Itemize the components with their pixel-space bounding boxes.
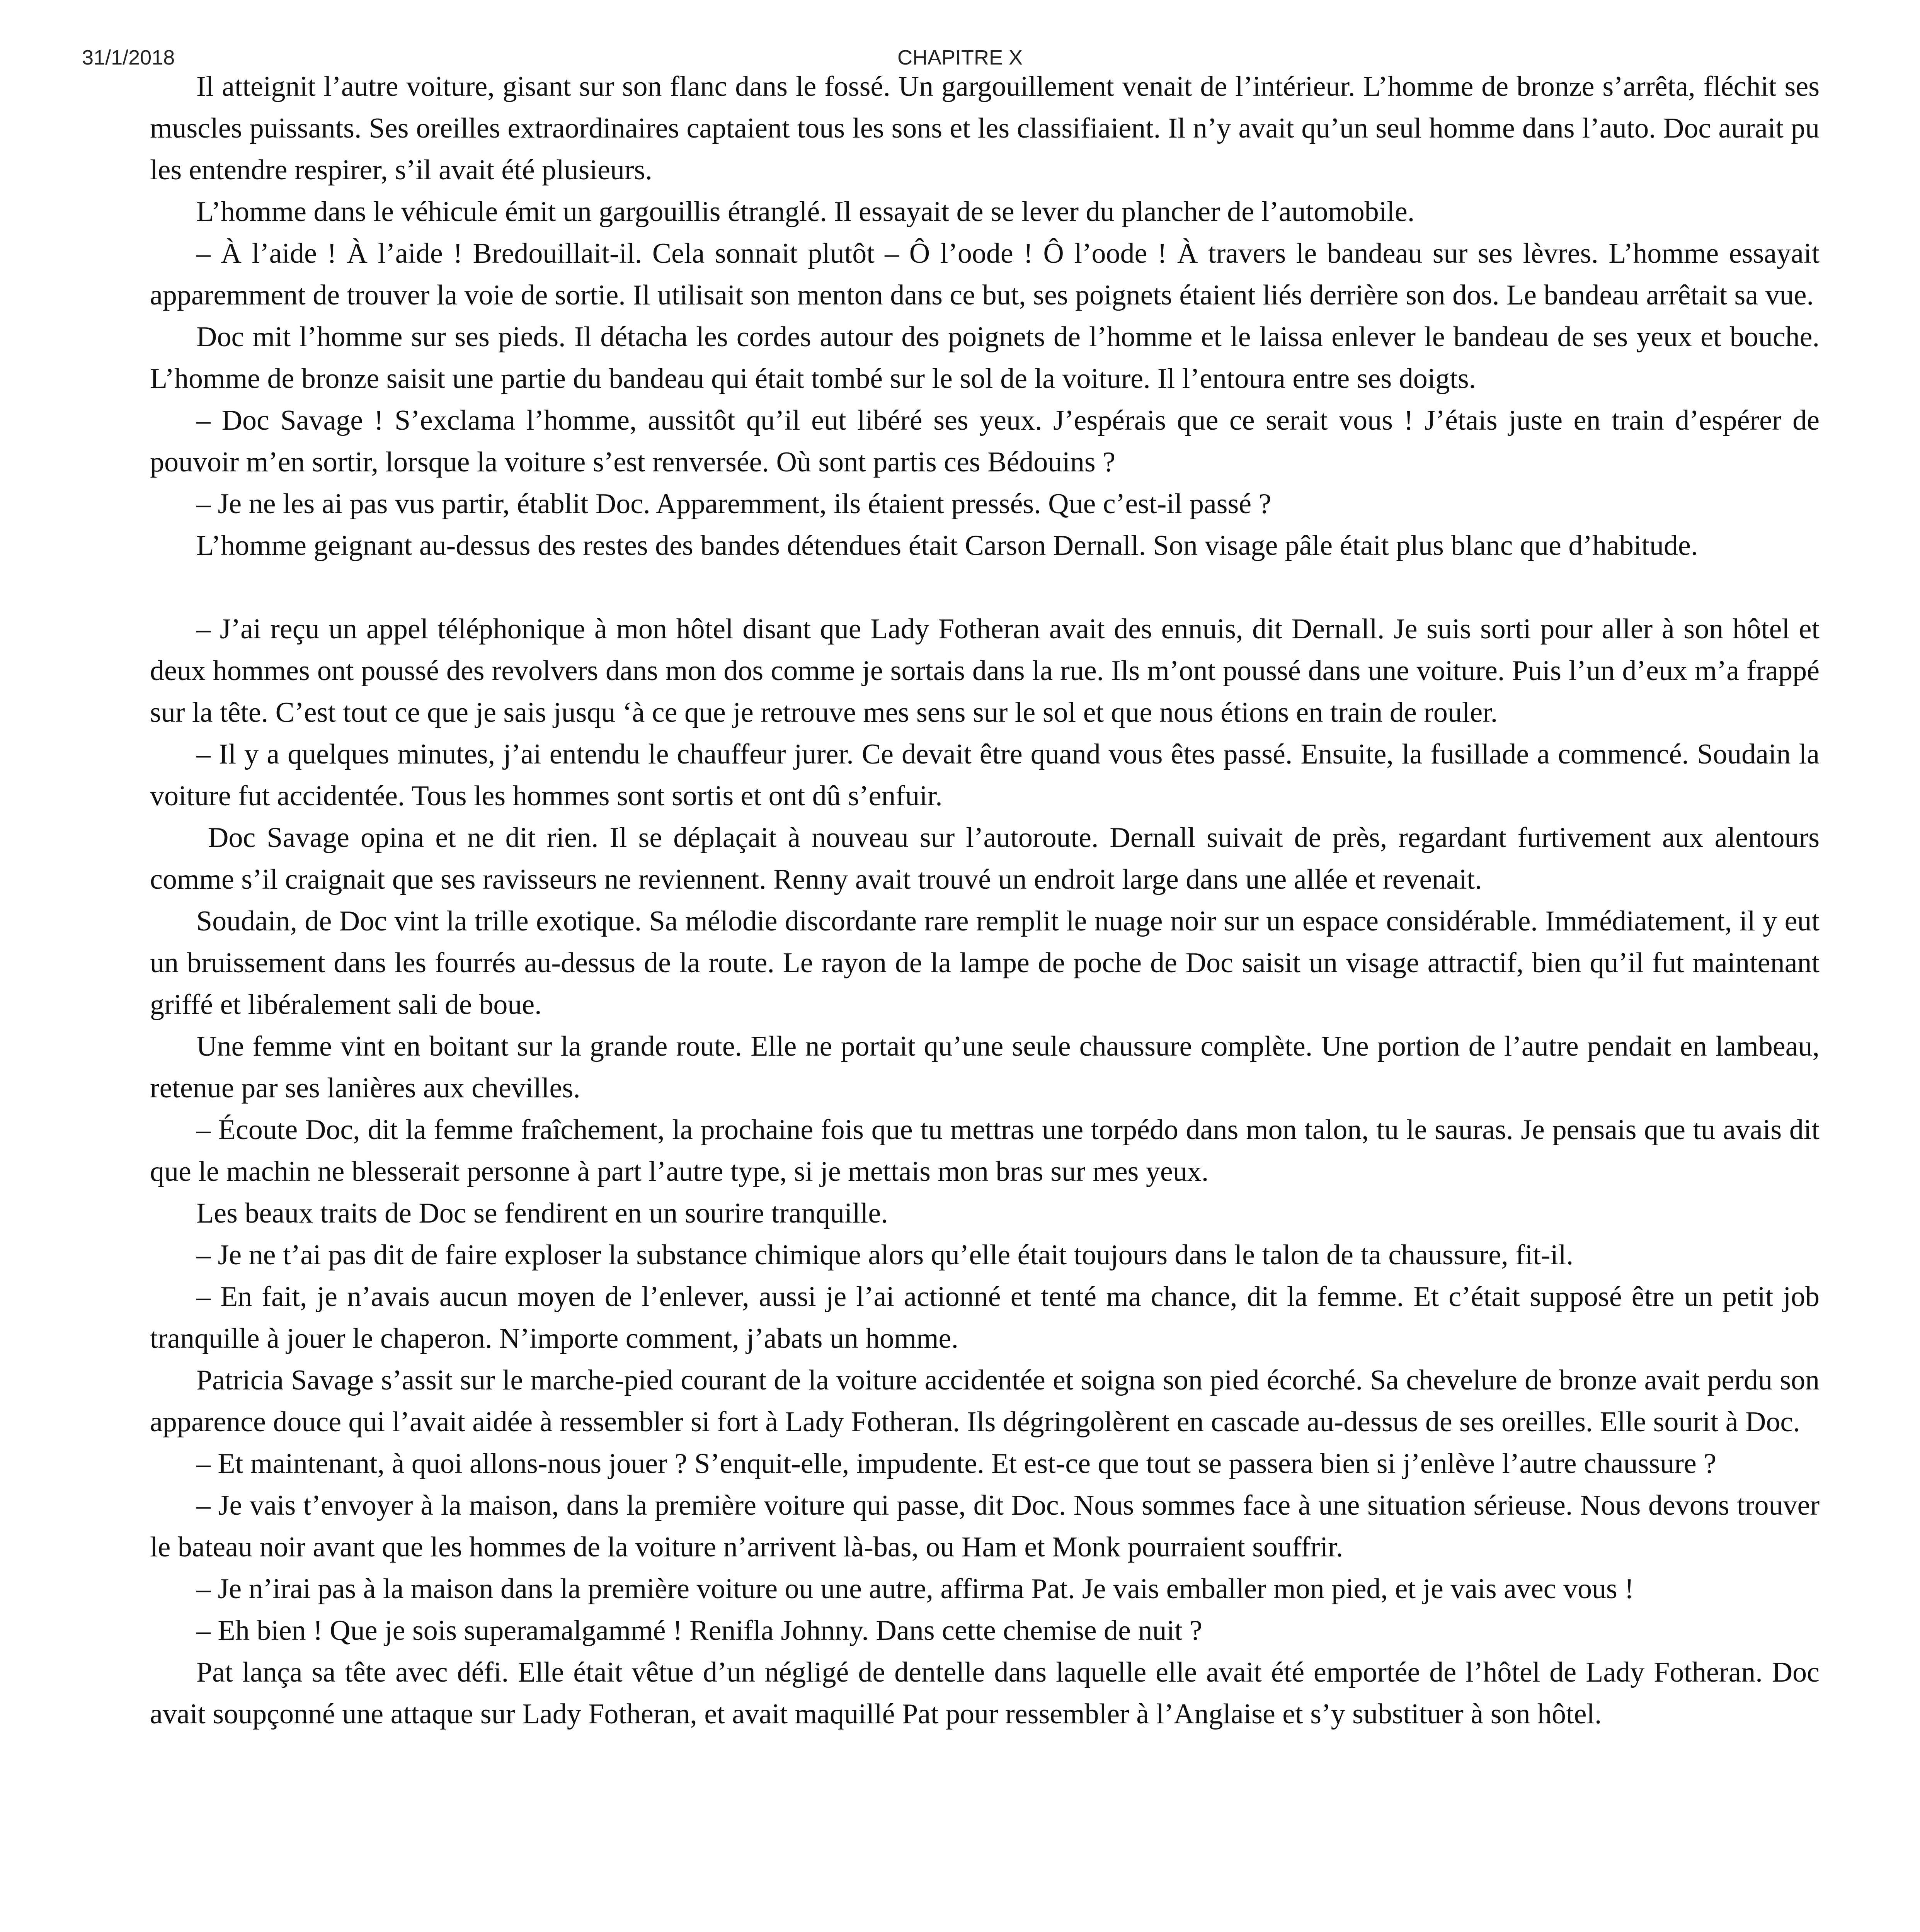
- paragraph: – Je ne t’ai pas dit de faire exploser la substance chimique alors qu’elle était toujours dans le talon de ta chaussure, fit-il.: [196, 1239, 1574, 1271]
- paragraph: Les beaux traits de Doc se fendirent en un sourire tranquille.: [196, 1197, 888, 1229]
- paragraph: – Il y a quelques minutes, j’ai entendu le chauffeur jurer. Ce devait être quand vous êtes passé. Ensuite, la fusillade a commencé. Soudain la voiture fut accidentée. Tous les hommes sont sortis et ont dû s’enfuir.: [150, 738, 1820, 812]
- paragraph: – Eh bien ! Que je sois superamalgammé ! Renifla Johnny. Dans cette chemise de nuit ?: [196, 1615, 1202, 1646]
- header-date: 31/1/2018: [82, 46, 175, 69]
- paragraph: Patricia Savage s’assit sur le marche-pied courant de la voiture accidentée et soigna son pied écorché. Sa chevelure de bronze avait perdu son apparence douce qui l’avait aidée à ressembler si fort à Lady Fotheran. Ils dégringolèrent en cascade au-dessus de ses oreilles. Elle sourit à Doc.: [150, 1364, 1820, 1438]
- paragraph: – À l’aide ! À l’aide ! Bredouillait-il. Cela sonnait plutôt – Ô l’oode ! Ô l’oode ! À travers le bandeau sur ses lèvres. L’homme essayait apparemment de trouver la voie de sortie. Il utilisait son menton dans ce but, ses poignets étaient liés derrière son dos. Le bandeau arrêtait sa vue.: [150, 238, 1820, 311]
- header-title: CHAPITRE X: [897, 46, 1023, 69]
- paragraph: L’homme dans le véhicule émit un gargouillis étranglé. Il essayait de se lever du plancher de l’automobile.: [196, 196, 1415, 228]
- paragraph: – J’ai reçu un appel téléphonique à mon hôtel disant que Lady Fotheran avait des ennuis, dit Dernall. Je suis sorti pour aller à son hôtel et deux hommes ont poussé des revolvers dans mon dos comme je sortais dans la rue. Ils m’ont poussé dans une voiture. Puis l’un d’eux m’a frappé sur la tête. C’est tout ce que je sais jusqu ‘à ce que je retrouve mes sens sur le sol et que nous étions en train de rouler.: [150, 613, 1820, 728]
- paragraph: – Doc Savage ! S’exclama l’homme, aussitôt qu’il eut libéré ses yeux. J’espérais que ce serait vous ! J’étais juste en train d’espérer de pouvoir m’en sortir, lorsque la voiture s’est renversée. Où sont partis ces Bédouins ?: [150, 405, 1820, 478]
- paragraph: – Je n’irai pas à la maison dans la première voiture ou une autre, affirma Pat. Je vais emballer mon pied, et je vais avec vous !: [196, 1573, 1634, 1605]
- chapter-text: [150, 66, 1820, 1735]
- paragraph: Pat lança sa tête avec défi. Elle était vêtue d’un négligé de dentelle dans laquelle elle avait été emportée de l’hôtel de Lady Fotheran. Doc avait soupçonné une attaque sur Lady Fotheran, et avait maquillé Pat pour ressembler à l’Anglaise et s’y substituer à son hôtel.: [150, 1656, 1820, 1730]
- paragraph: – Et maintenant, à quoi allons-nous jouer ? S’enquit-elle, impudente. Et est-ce que tout se passera bien si j’enlève l’autre chaussure ?: [196, 1448, 1717, 1480]
- paragraph: Doc Savage opina et ne dit rien. Il se déplaçait à nouveau sur l’autoroute. Dernall suivait de près, regardant furtivement aux alentours comme s’il craignait que ses ravisseurs ne reviennent. Renny avait trouvé un endroit large dans une allée et revenait.: [150, 822, 1820, 895]
- paragraph: – Écoute Doc, dit la femme fraîchement, la prochaine fois que tu mettras une torpédo dans mon talon, tu le sauras. Je pensais que tu avais dit que le machin ne blesserait personne à part l’autre type, si je mettais mon bras sur mes yeux.: [150, 1114, 1820, 1187]
- paragraph: Soudain, de Doc vint la trille exotique. Sa mélodie discordante rare remplit le nuage noir sur un espace considérable. Immédiatement, il y eut un bruissement dans les fourrés au-dessus de la route. Le rayon de la lampe de poche de Doc saisit un visage attractif, bien qu’il fut maintenant griffé et libéralement sali de boue.: [150, 905, 1820, 1020]
- paragraph: L’homme geignant au-dessus des restes des bandes détendues était Carson Dernall. Son visage pâle était plus blanc que d’habitude.: [196, 530, 1698, 561]
- paragraph: – Je ne les ai pas vus partir, établit Doc. Apparemment, ils étaient pressés. Que c’est-il passé ?: [196, 488, 1271, 520]
- paragraph: Une femme vint en boitant sur la grande route. Elle ne portait qu’une seule chaussure complète. Une portion de l’autre pendait en lambeau, retenue par ses lanières aux chevilles.: [150, 1031, 1820, 1104]
- paragraph: Il atteignit l’autre voiture, gisant sur son flanc dans le fossé. Un gargouillement venait de l’intérieur. L’homme de bronze s’arrêta, fléchit ses muscles puissants. Ses oreilles extraordinaires captaient tous les sons et les classifiaient. Il n’y avait qu’un seul homme dans l’auto. Doc aurait pu les entendre respirer, s’il avait été plusieurs.: [150, 71, 1820, 186]
- paragraph: Doc mit l’homme sur ses pieds. Il détacha les cordes autour des poignets de l’homme et le laissa enlever le bandeau de ses yeux et bouche. L’homme de bronze saisit une partie du bandeau qui était tombé sur le sol de la voiture. Il l’entoura entre ses doigts.: [150, 321, 1820, 395]
- paragraph: – Je vais t’envoyer à la maison, dans la première voiture qui passe, dit Doc. Nous sommes face à une situation sérieuse. Nous devons trouver le bateau noir avant que les hommes de la voiture n’arrivent là-bas, ou Ham et Monk pourraient souffrir.: [150, 1490, 1820, 1563]
- paragraph: – En fait, je n’avais aucun moyen de l’enlever, aussi je l’ai actionné et tenté ma chance, dit la femme. Et c’était supposé être un petit job tranquille à jouer le chaperon. N’importe comment, j’abats un homme.: [150, 1281, 1820, 1354]
